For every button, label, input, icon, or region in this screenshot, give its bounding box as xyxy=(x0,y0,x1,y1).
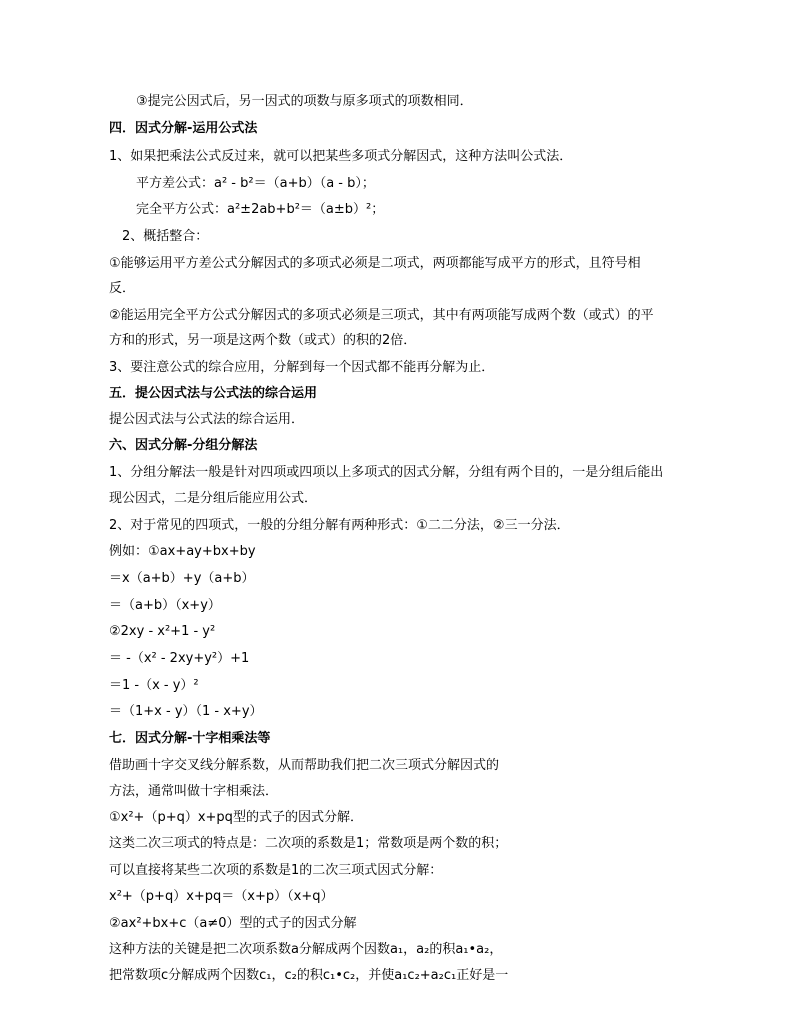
formula-line: ＝（a+b）（x+y） xyxy=(109,598,221,613)
text-line: 现公因式，二是分组后能应用公式． xyxy=(109,491,318,506)
text-line: 方法，通常叫做十字相乘法． xyxy=(109,784,279,799)
text-line: 这类二次三项式的特点是：二次项的系数是1；常数项是两个数的积； xyxy=(109,836,508,851)
formula-line: ②2xy - x²+1 - y² xyxy=(109,624,216,639)
text-line: 2、对于常见的四项式，一般的分组分解有两种形式：①二二分法，②三一分法． xyxy=(109,518,570,533)
text-line: 1、如果把乘法公式反过来，就可以把某些多项式分解因式，这种方法叫公式法． xyxy=(109,149,573,164)
text-line: ②能运用完全平方公式分解因式的多项式必须是三项式，其中有两项能写成两个数（或式）的平 xyxy=(109,308,654,323)
text-line: ②ax²+bx+c（a≠0）型的式子的因式分解 xyxy=(109,916,357,931)
formula-line: x²+（p+q）x+pq＝（x+p）（x+q） xyxy=(109,889,334,904)
text-line: ③提完公因式后，另一因式的项数与原多项式的项数相同． xyxy=(136,94,473,109)
formula-line: 平方差公式：a² - b²＝（a+b）（a - b）； xyxy=(136,176,375,191)
text-line: ①能够运用平方差公式分解因式的多项式必须是二项式，两项都能写成平方的形式，且符号相 xyxy=(109,256,641,271)
text-line: 1、分组分解法一般是针对四项或四项以上多项式的因式分解，分组有两个目的，一是分组后能出 xyxy=(109,465,664,480)
text-line: 方和的形式，另一项是这两个数（或式）的积的2倍． xyxy=(109,333,417,348)
formula-line: ＝x（a+b）+y（a+b） xyxy=(109,571,255,586)
text-line: 这种方法的关键是把二次项系数a分解成两个因数a₁，a₂的积a₁•a₂， xyxy=(109,942,503,957)
section-heading-5: 五．提公因式法与公式法的综合运用 xyxy=(109,386,318,401)
formula-line: 完全平方公式：a²±2ab+b²＝（a±b）²； xyxy=(136,202,385,217)
section-heading-7: 七．因式分解-十字相乘法等 xyxy=(109,731,271,746)
section-heading-4: 四．因式分解-运用公式法 xyxy=(109,121,258,136)
text-line: 3、要注意公式的综合应用，分解到每一个因式都不能再分解为止． xyxy=(109,360,495,375)
section-heading-6: 六、因式分解-分组分解法 xyxy=(109,438,258,453)
formula-line: ＝（1+x - y）（1 - x+y） xyxy=(109,704,263,719)
text-line: 可以直接将某些二次项的系数是1的二次三项式因式分解： xyxy=(109,863,443,878)
formula-line: ＝ -（x² - 2xy+y²）+1 xyxy=(109,651,250,666)
formula-line: ＝1 -（x - y）² xyxy=(109,678,199,693)
example-line: 例如：①ax+ay+bx+by xyxy=(109,544,256,559)
text-line: 反． xyxy=(109,281,136,296)
text-line: 2、概括整合： xyxy=(122,229,209,244)
text-line: 把常数项c分解成两个因数c₁，c₂的积c₁•c₂，并使a₁c₂+a₂c₁正好是一 xyxy=(109,968,509,983)
text-line: 提公因式法与公式法的综合运用． xyxy=(109,412,305,427)
text-line: 借助画十字交叉线分解系数，从而帮助我们把二次三项式分解因式的 xyxy=(109,758,500,773)
text-line: ①x²+（p+q）x+pq型的式子的因式分解． xyxy=(109,810,363,825)
